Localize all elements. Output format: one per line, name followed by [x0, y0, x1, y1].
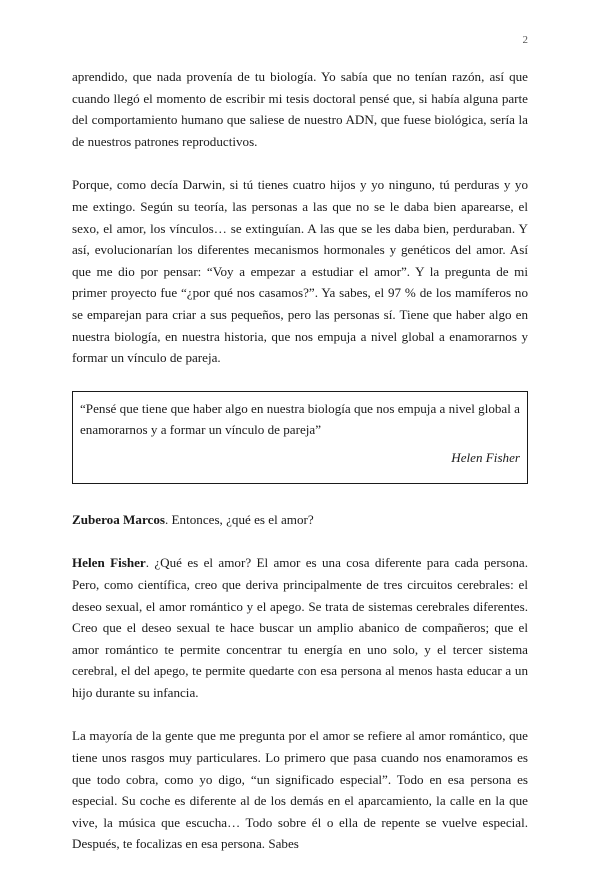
interviewee-name: Helen Fisher	[72, 555, 146, 571]
pull-quote	[72, 391, 528, 484]
pull-quote-text: “Pensé que tiene que haber algo en nuestra biología que nos empuja a nivel global a enamorarnos y a formar un vínculo de pareja”	[80, 400, 520, 438]
pull-quote-author: Helen Fisher	[451, 449, 520, 465]
answer-text: . ¿Qué es el amor? El amor es una cosa diferente para cada persona. Pero, como científica, creo que deriva principalmente de tres circuitos cerebrales: el deseo sexual, el amor romántico y el apego. Se trata de sistemas cerebrales diferentes. Creo que el deseo sexual te hace buscar un amplio abanico de compañeros; que el amor romántico te permite concentrar tu energía en uno solo, y el tercer sistema cerebral, el del apego, te permite quedarte con esa persona al menos hasta educar a un hijo durante su infancia.	[72, 555, 528, 700]
document-body	[72, 66, 528, 877]
interview-answer	[72, 552, 528, 703]
answer-continuation: La mayoría de la gente que me pregunta por el amor se refiere al amor romántico, que tiene unos rasgos muy particulares. Lo primero que pasa cuando nos enamoramos es que todo cobra, como yo digo, “un significado especial”. Todo en esa persona es especial. Su coche es diferente al de los demás en el aparcamiento, la calle en la que vive, la música que escucha… Todo sobre él o ella de repente se vuelve especial. Después, te focalizas en esa persona. Sabes	[72, 728, 528, 852]
interview-question	[72, 509, 528, 531]
paragraph-2: Porque, como decía Darwin, si tú tienes cuatro hijos y yo ninguno, tú perduras y yo me extingo. Según su teoría, las personas a las que no se le daba bien aparearse, el sexo, el amor, los vínculos… se extinguían. A las que se les daba bien, perduraban. Y así, evolucionarían los diferentes mecanismos hormonales y genéticos del amor. Así que me dio por pensar: “Voy a empezar a estudiar el amor”. Y la pregunta de mi primer proyecto fue “¿por qué nos casamos?”. Ya sabes, el 97 % de los mamíferos no se emparejan para criar a sus pequeños, pero las personas sí. Tiene que haber algo en nuestra biología, en nuestra historia, que nos empuja a nivel global a enamorarnos y formar un vínculo de pareja.	[72, 177, 528, 366]
question-text: . Entonces, ¿qué es el amor?	[165, 511, 314, 527]
paragraph-1: aprendido, que nada provenía de tu biología. Yo sabía que no tenían razón, así que cuando llegó el momento de escribir mi tesis doctoral pensé que, si había alguna parte del comportamiento humano que saliese de nuestro ADN, que fuese biológica, sería la de nuestros patrones reproductivos.	[72, 69, 528, 149]
page-number: 2	[522, 34, 528, 46]
interviewer-name: Zuberoa Marcos	[72, 511, 165, 527]
